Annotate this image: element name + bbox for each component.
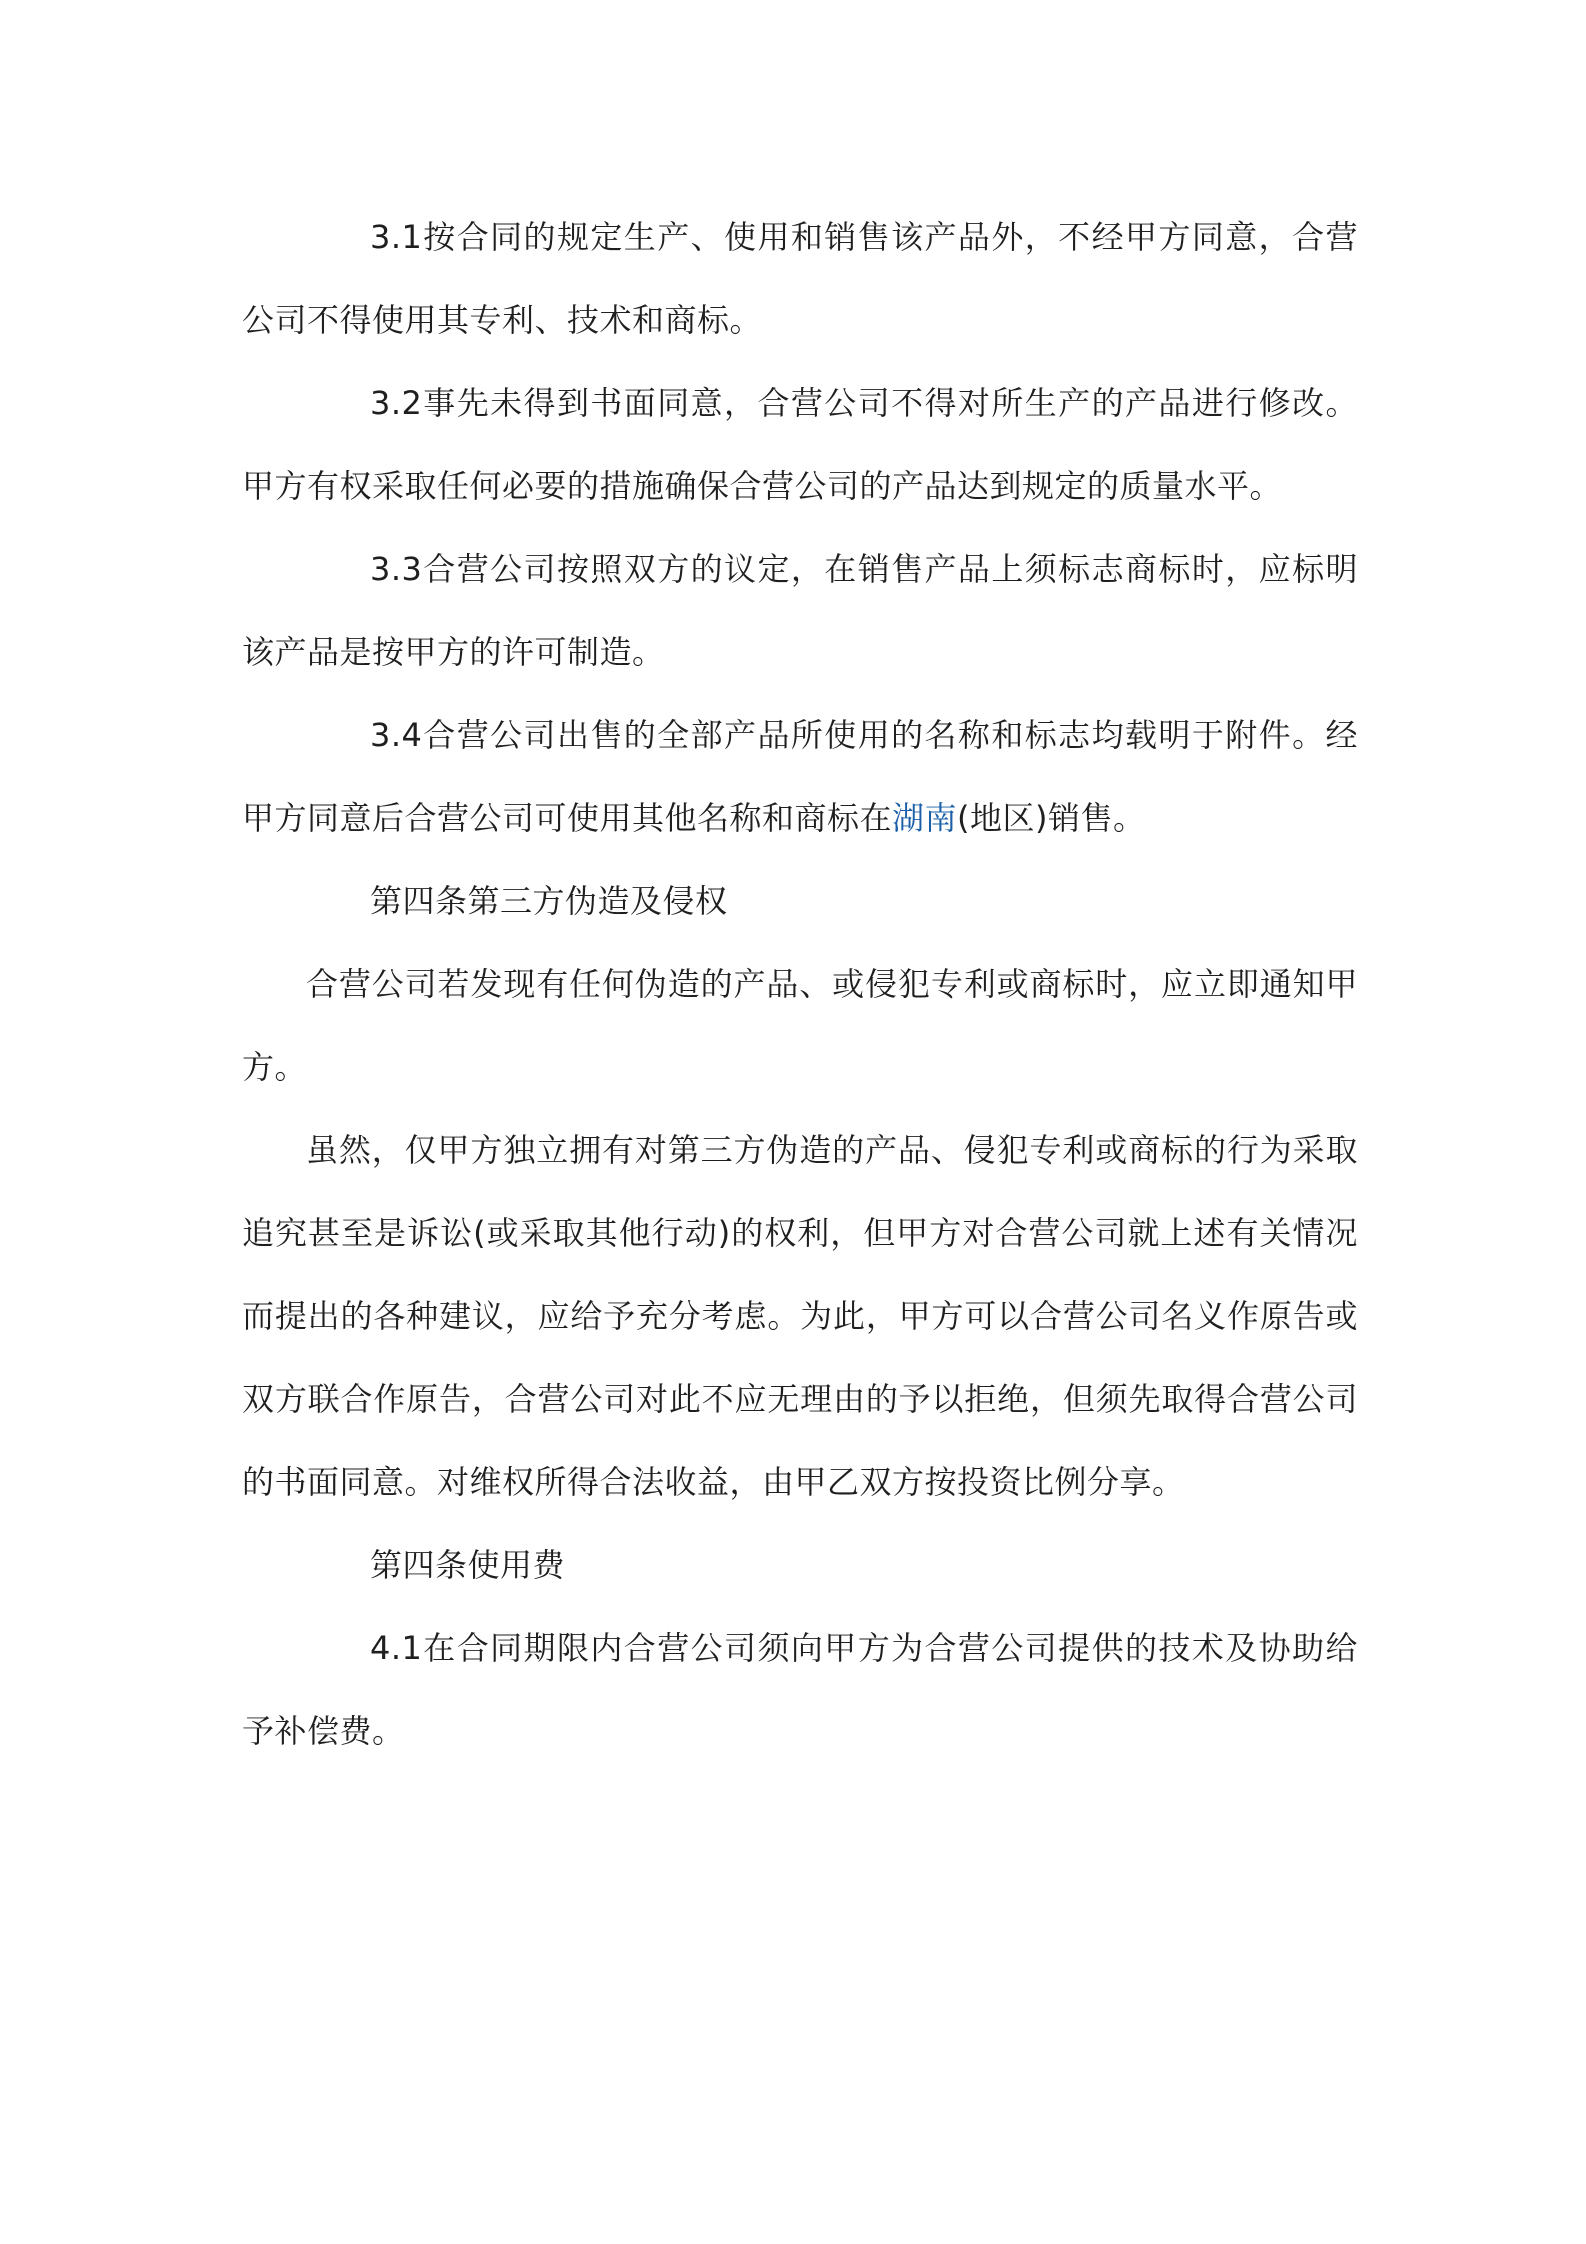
clause-4-1 xyxy=(242,1607,1358,1773)
clause-number: 4.1 xyxy=(370,1629,423,1667)
infringement-paragraph-2: 虽然，仅甲方独立拥有对第三方伪造的产品、侵犯专利或商标的行为采取追究甚至是诉讼(或采取其他行动)的权利，但甲方对合营公司就上述有关情况而提出的各种建议，应给予充分考虑。为此，甲方可以合营公司名义作原告或双方联合作原告，合营公司对此不应无理由的予以拒绝，但须先取得合营公司的书面同意。对维权所得合法收益，由甲乙双方按投资比例分享。 xyxy=(242,1131,1358,1501)
clause-text: 在合同期限内合营公司须向甲方为合营公司提供的技术及协助给予补偿费。 xyxy=(242,1629,1358,1750)
clause-text: 事先未得到书面同意，合营公司不得对所生产的产品进行修改。甲方有权采取任何必要的措施确保合营公司的产品达到规定的质量水平。 xyxy=(242,384,1358,505)
clause-text-after: (地区)销售。 xyxy=(957,799,1146,837)
article-title: 使用费 xyxy=(467,1546,566,1584)
region-link[interactable]: 湖南 xyxy=(892,799,958,837)
document-body xyxy=(242,196,1358,1773)
clause-number: 3.3 xyxy=(370,550,423,588)
clause-text: 合营公司按照双方的议定，在销售产品上须标志商标时，应标明该产品是按甲方的许可制造。 xyxy=(242,550,1358,671)
article-heading-fee xyxy=(242,1524,1358,1607)
article-label: 第四条 xyxy=(370,882,468,920)
clause-number: 3.2 xyxy=(370,384,423,422)
clause-text: 按合同的规定生产、使用和销售该产品外，不经甲方同意，合营公司不得使用其专利、技术和商标。 xyxy=(242,218,1358,339)
clause-3-3 xyxy=(242,528,1358,694)
clause-text-before: 合营公司出售的全部产品所使用的名称和标志均载明于附件。经甲方同意后合营公司可使用其他名称和商标在 xyxy=(242,716,1358,837)
clause-number: 3.1 xyxy=(370,218,423,256)
clause-3-1 xyxy=(242,196,1358,362)
article-heading-infringement xyxy=(242,860,1358,943)
clause-3-2 xyxy=(242,362,1358,528)
article-title: 第三方伪造及侵权 xyxy=(467,882,728,920)
clause-number: 3.4 xyxy=(370,716,423,754)
infringement-paragraph-1: 合营公司若发现有任何伪造的产品、或侵犯专利或商标时，应立即通知甲方。 xyxy=(242,965,1358,1086)
clause-3-4 xyxy=(242,694,1358,860)
article-label: 第四条 xyxy=(370,1546,468,1584)
